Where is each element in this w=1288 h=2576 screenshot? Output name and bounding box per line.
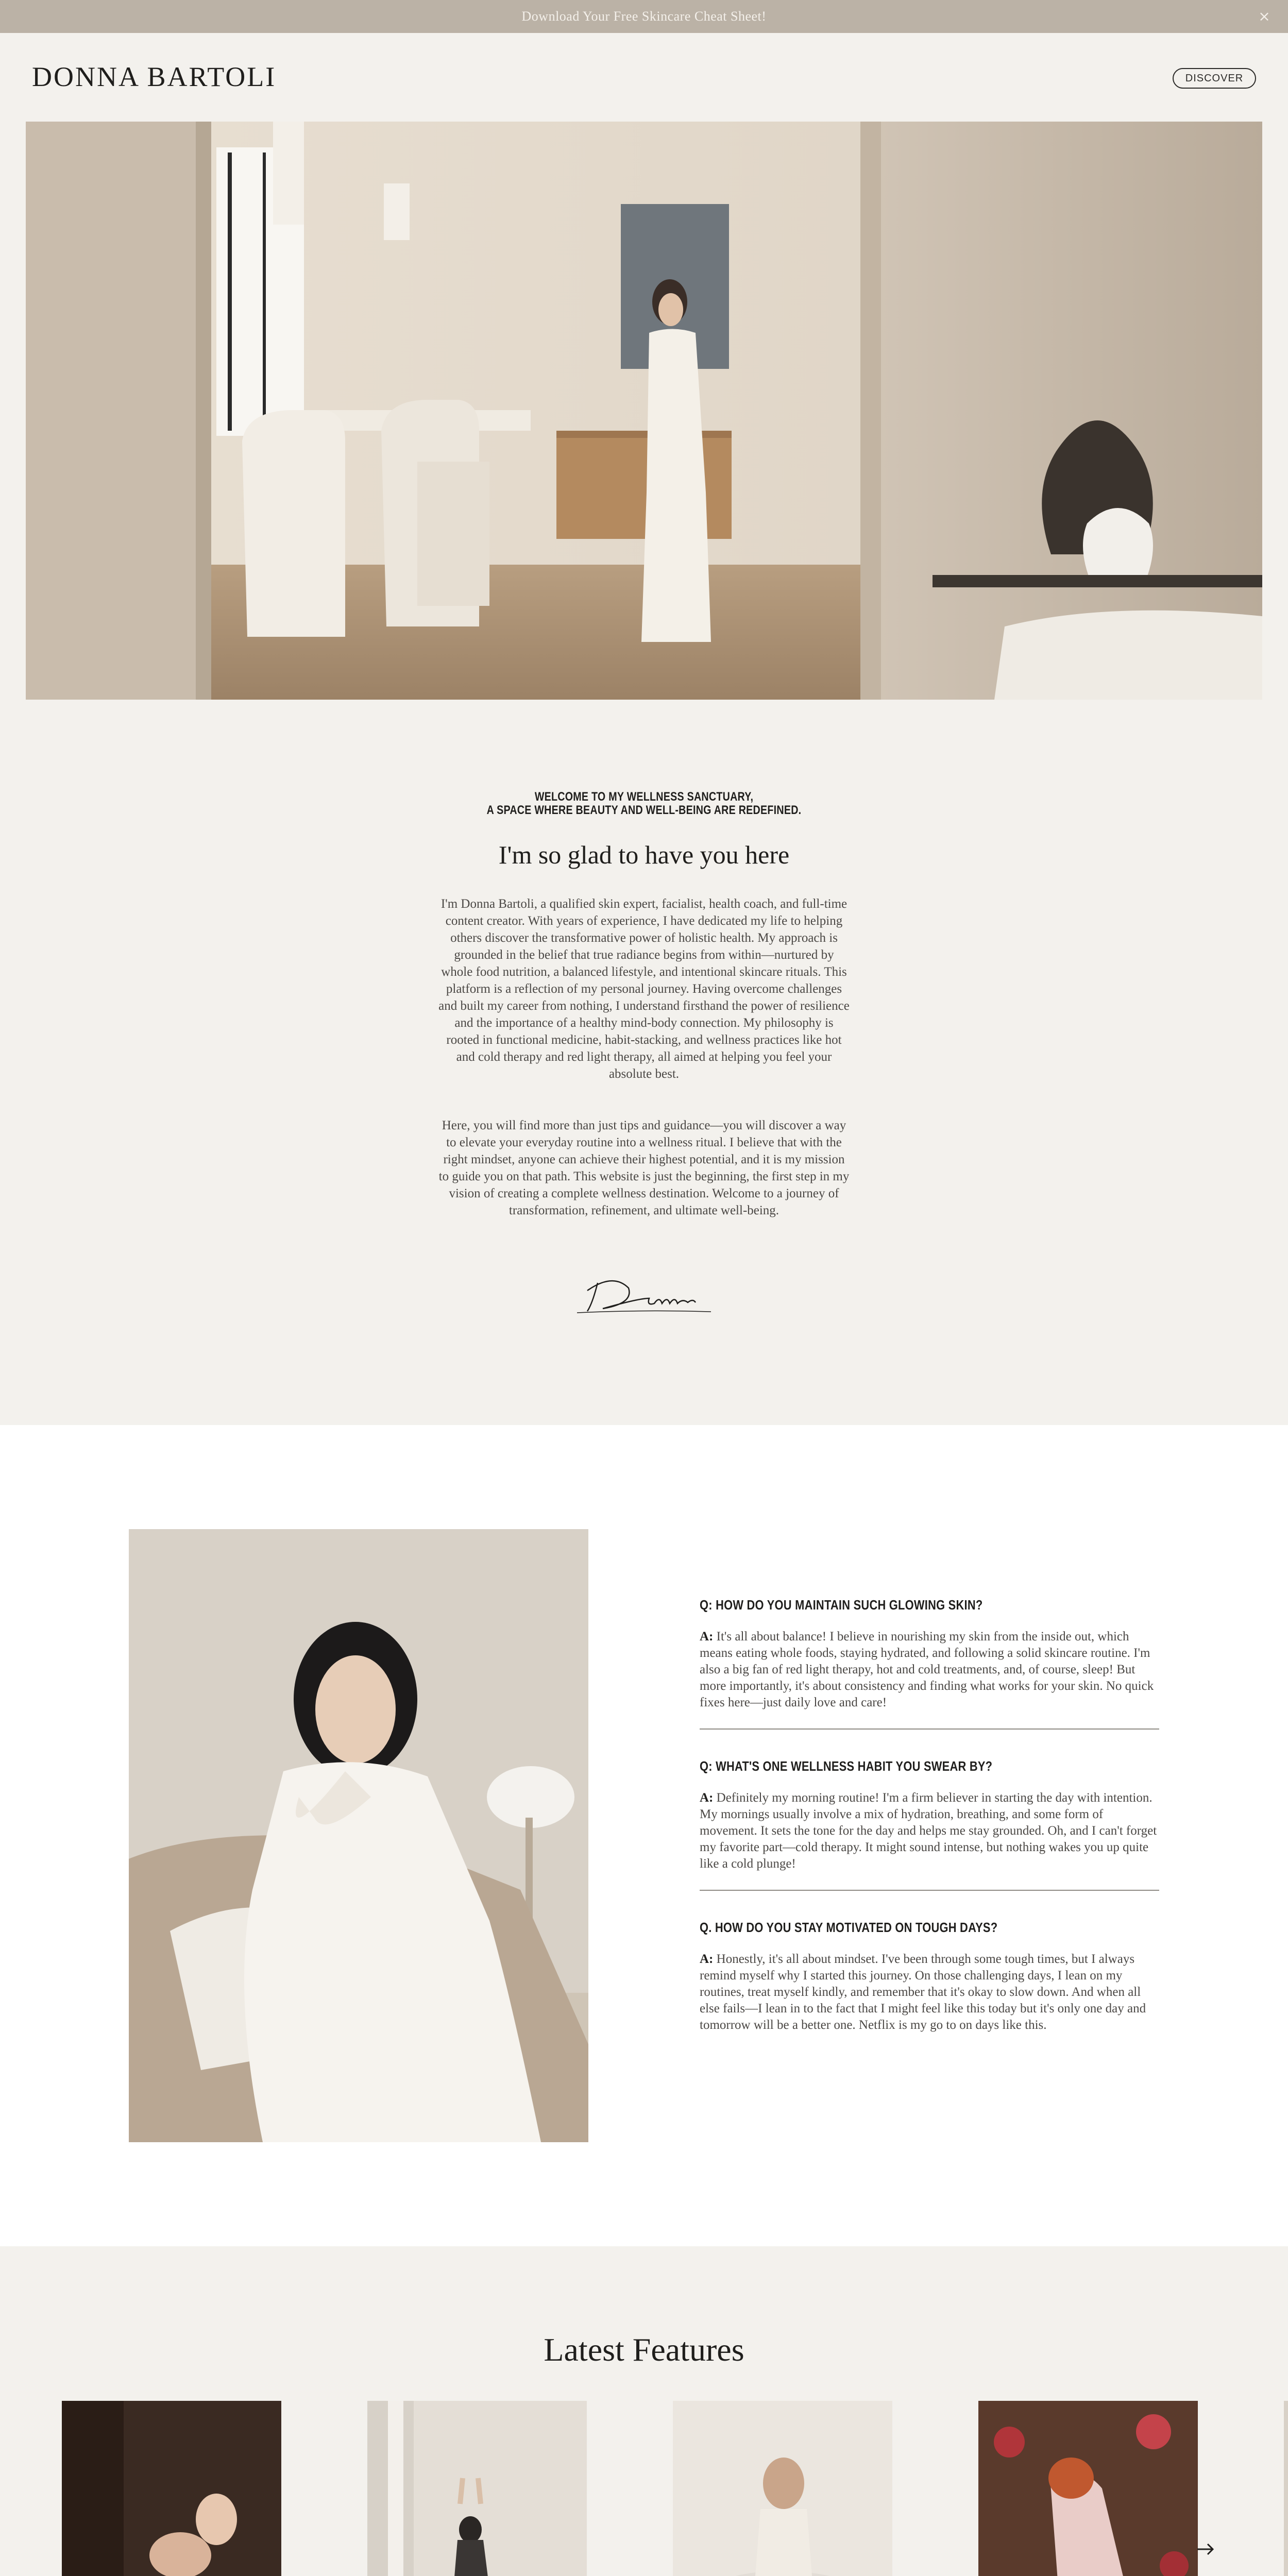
feature-photo-portrait bbox=[673, 2401, 892, 2576]
feature-photo-facial bbox=[62, 2401, 281, 2576]
signature-image bbox=[572, 1262, 716, 1324]
feature-photo-flowers bbox=[978, 2401, 1198, 2576]
feature-image[interactable] bbox=[367, 2401, 587, 2576]
hero-image bbox=[26, 122, 1262, 700]
feature-card[interactable] bbox=[1284, 2401, 1288, 2576]
feature-card[interactable] bbox=[62, 2401, 281, 2576]
qa-answer-prefix: A: bbox=[700, 1630, 714, 1643]
discover-button[interactable]: DISCOVER bbox=[1173, 68, 1256, 89]
qa-question: Q: WHAT'S ONE WELLNESS HABIT YOU SWEAR BY? bbox=[700, 1758, 993, 1774]
qa-answer-text: Honestly, it's all about mindset. I've been through some tough times, but I always remind myself why I started this journey. On those challenging days, I lean on my routines, treat myself kindly, and remember that it's okay to slow down. And when all else fails—I lean in to the fact that I might feel like this today but it's only one day and tomorrow will be a better one. Netflix is my go to on days like this. bbox=[700, 1952, 1146, 2032]
announcement-bar[interactable] bbox=[0, 0, 1288, 33]
qa-item bbox=[700, 1920, 1159, 2051]
feature-photo-bedroom bbox=[367, 2401, 587, 2576]
intro-title: I'm so glad to have you here bbox=[498, 840, 790, 869]
feature-card[interactable] bbox=[367, 2401, 587, 2576]
site-header bbox=[0, 33, 1288, 122]
qa-list bbox=[700, 1597, 1159, 2080]
qa-answer bbox=[700, 1951, 1159, 2033]
qa-answer-prefix: A: bbox=[700, 1791, 714, 1805]
features-title: Latest Features bbox=[544, 2331, 744, 2368]
feature-image[interactable] bbox=[673, 2401, 892, 2576]
feature-card[interactable] bbox=[978, 2401, 1198, 2576]
intro-heading-line1: WELCOME TO MY WELLNESS SANCTUARY, bbox=[534, 790, 754, 804]
intro-heading-line2: A SPACE WHERE BEAUTY AND WELL-BEING ARE REDEFINED. bbox=[486, 803, 802, 817]
portrait-image bbox=[129, 1529, 588, 2142]
qa-section bbox=[0, 1425, 1288, 2246]
intro-paragraph-1: I'm Donna Bartoli, a qualified skin expert, facialist, health coach, and full-time content creator. With years of experience, I have dedicated my life to helping others discover the transformative power of holistic health. My approach is grounded in the belief that true radiance begins from within—nurtured by whole food nutrition, a balanced lifestyle, and intentional skincare rituals. This platform is a reflection of my personal journey. Having overcome challenges and built my career from nothing, I understand firsthand the power of resilience and the importance of a healthy mind-body connection. My philosophy is rooted in functional medicine, habit-stacking, and wellness practices like hot and cold therapy and red light therapy, all aimed at helping you feel your absolute best. bbox=[438, 897, 850, 1081]
announcement-text[interactable]: Download Your Free Skincare Cheat Sheet! bbox=[521, 9, 767, 24]
feature-card[interactable] bbox=[673, 2401, 892, 2576]
qa-answer-text: Definitely my morning routine! I'm a firm believer in starting the day with intention. My mornings usually involve a mix of hydration, breathing, and some form of movement. It sets the tone for the day and helps me stay grounded. Oh, and I can't forget my favorite part—cold therapy. It might sound intense, but nothing wakes you up quite like a cold plunge! bbox=[700, 1791, 1157, 1871]
arrow-right-icon[interactable] bbox=[1195, 2539, 1216, 2560]
intro-heading bbox=[433, 790, 855, 817]
qa-question: Q: HOW DO YOU MAINTAIN SUCH GLOWING SKIN? bbox=[700, 1597, 983, 1613]
qa-question: Q. HOW DO YOU STAY MOTIVATED ON TOUGH DAYS? bbox=[700, 1920, 998, 1935]
latest-features-section bbox=[0, 2246, 1288, 2576]
qa-answer bbox=[700, 1790, 1159, 1872]
qa-answer-prefix: A: bbox=[700, 1952, 714, 1966]
close-icon[interactable]: × bbox=[1258, 8, 1270, 25]
intro-paragraph-2: Here, you will find more than just tips and guidance—you will discover a way to elevate your everyday routine into a wellness ritual. I believe that with the right mindset, anyone can achieve their highest potential, and it is my mission to guide you on that path. This website is just the beginning, the first step in my vision of creating a complete wellness destination. Welcome to a journey of transformation, refinement, and ultimate well-being. bbox=[438, 1118, 850, 1217]
qa-item bbox=[700, 1597, 1159, 1730]
feature-image[interactable] bbox=[978, 2401, 1198, 2576]
intro-section bbox=[0, 700, 1288, 1425]
qa-answer-text: It's all about balance! I believe in nourishing my skin from the inside out, which means eating whole foods, staying hydrated, and following a solid skincare routine. I'm also a big fan of red light therapy, hot and cold treatments, and, of course, sleep! But more importantly, it's about consistency and finding what works for your skin. No quick fixes here—just daily love and care! bbox=[700, 1630, 1154, 1709]
feature-image[interactable] bbox=[62, 2401, 281, 2576]
site-logo[interactable]: DONNA BARTOLI bbox=[32, 61, 277, 92]
qa-item bbox=[700, 1758, 1159, 1891]
feature-image[interactable] bbox=[1284, 2401, 1288, 2576]
hero-photo bbox=[26, 122, 1262, 700]
portrait-photo bbox=[129, 1529, 588, 2142]
qa-answer bbox=[700, 1629, 1159, 1711]
